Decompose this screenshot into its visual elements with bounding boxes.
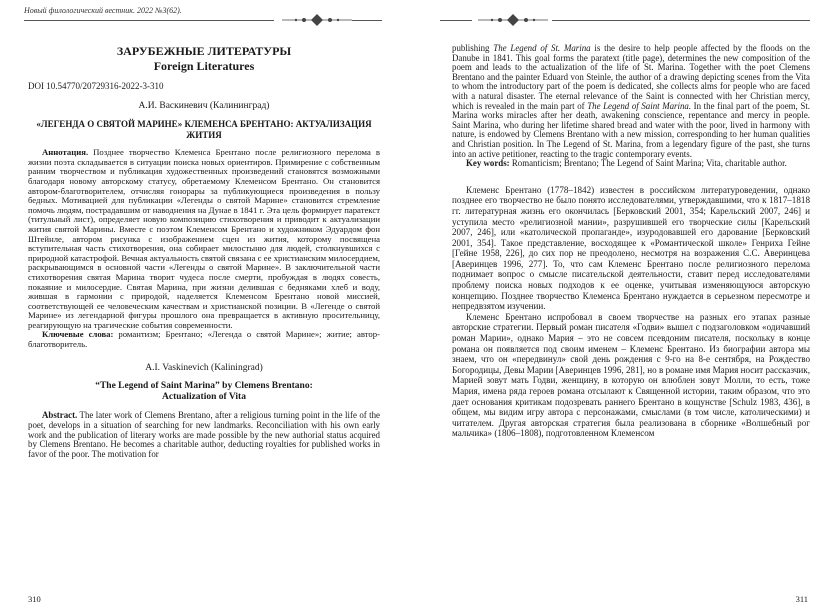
article-title-en-line1: “The Legend of Saint Marina” by Clemens Brentano: bbox=[95, 381, 313, 392]
abstract-ru bbox=[28, 148, 380, 330]
abstract-cont-part3: In the final part of the poem, St. Marina works miracles after her death, awakening conscience, repentance and mercy in people. Saint Marina, who during her lifetime shared bread and water with the poor, lived in harmony with nature, is endowed by Clemens Brentano with a new mission, corresponding to her human qualities and Christian position. In The Legend of St. Marina, from a legendary figure of the past, she turns into an active petitioner, reacting to the tragic contemporary events. bbox=[452, 100, 811, 159]
ornament-icon bbox=[282, 13, 352, 27]
section-title-en: Foreign Literatures bbox=[153, 59, 255, 73]
keywords-text-ru: романтизм; Брентано; «Легенда о святой Марине»; житие; автор-благотворитель. bbox=[28, 329, 380, 350]
ornament-icon bbox=[478, 13, 548, 27]
article-title-en bbox=[28, 381, 380, 403]
page-number-right: 311 bbox=[795, 594, 808, 604]
page-number-left: 310 bbox=[28, 594, 41, 604]
right-column bbox=[452, 44, 810, 439]
right-page bbox=[410, 0, 820, 609]
abstract-cont-italic2: The Legend of Saint Marina. bbox=[587, 100, 692, 111]
abstract-text-en: The later work of Clemens Brentano, after a religious turning point in the life of the poet, develops in a situation of searching for new landmarks. Reconciliation with his own early work and the publication of literary works are made possible by the new authorial status acquired by Clemens Brentano. He becomes a charitable author, deducting royalties for published works in favor of the poor. The motivation for bbox=[28, 410, 380, 460]
abstract-label-ru: Аннотация. bbox=[42, 147, 89, 158]
author-en: A.I. Vaskinevich (Kaliningrad) bbox=[145, 362, 263, 373]
abstract-en bbox=[28, 411, 380, 460]
body-paragraph-1: Клеменс Брентано (1778–1842) известен в российском литературоведении, однако позднее его творчество не было понято исследователями, утверждавшими, что к 1817–1818 гг. литературная жизнь его окончилась [Берковский 2001, 354; Карельский 2007, 246] и уступила место «религиозной мании», разрушившей его творческие силы [Карельский 2007, 246], или «католической пропаганде», изуродовавшей его дарование [Берковский 2001, 354]. Такое представление, восходящее к «Романтической школе» Генриха Гейне [Гейне 1958, 226], до сих пор не преодолено, несмотря на возражения С.С. Аверинцева [Аверинцев 1996, 277]. То, что сам Клеменс Брентано после религиозного перелома поднимает вопрос о смысле писательской деятельности, ставит перед исследователями проблему поиска новых подходов к ее оценке, учитывая изменяющуюся авторскую концепцию. Позднее творчество Клеменса Брентано нуждается в серьезном пересмотре и непредвзятом изучении. bbox=[452, 184, 810, 312]
keywords-text-en: Romanticism; Brentano; The Legend of Saint Marina; Vita, charitable author. bbox=[509, 158, 787, 169]
abstract-cont-part2: is the desire to help people affected by the floods on the Danube in 1841. This goal forms the paratext (title page), determines the new composition of the poem and leads to the actualization of the life of St. Marina. Together with the poet Clemens Brentano and the painter Eduard von Steinle, the author of a drawing depicting scenes from the Vita to whom the introductory part of the poem is dedicated, she collects alms for people who are faced with a natural disaster. The eternal relevance of the Saint is connected with her Christian mercy, which is revealed in the main part of bbox=[452, 43, 810, 111]
header-rule-right-start bbox=[440, 20, 472, 21]
article-title-en-line2: Actualization of Vita bbox=[162, 392, 246, 403]
header-rule-right bbox=[552, 20, 810, 21]
keywords-ru bbox=[28, 330, 380, 349]
keywords-label-ru: Ключевые слова: bbox=[42, 329, 114, 340]
header-rule-left bbox=[24, 20, 274, 21]
body-paragraph-2: Клеменс Брентано испробовал в своем творчестве на разных его этапах разные авторские стратегии. Первый роман писателя «Годви» вышел с подзаголовком «одичавший роман Марии», однако Мария – это не совсем псевдоним писателя, поскольку в конце романа он появляется под своим именем – Клеменс Брентано. Из биографии автора мы знаем, что он «передвинул» свой день рождения с 9-го на 8-е сентября, на Рождество Богородицы, Девы Марии [Аверинцев 1996, 281], но в романе имя Мария носит рассказчик, Марией зовут мать Годви, женщину, в которую он влюблен зовут Молли, то есть, тоже Мария, имена ряда героев романа отсылают к Священной истории, таким образом, что это дает основания критикам подозревать раннего Брентано в кощунстве [Schulz 1983, 436], в общем, мы видим игру автора с персонажами, смыслами (в том числе, католическими) и читателем. Другая авторская стратегия была реализована в сборнике «Волшебный рог мальчика» (1806–1808), подготовленном Клеменсом bbox=[452, 311, 810, 439]
abstract-en-continued bbox=[452, 44, 810, 159]
keywords-label-en: Key words: bbox=[466, 158, 510, 169]
left-column bbox=[28, 44, 380, 460]
abstract-label-en: Abstract. bbox=[42, 410, 78, 421]
header-rule-left-end bbox=[352, 20, 382, 21]
doi: DOI 10.54770/20729316-2022-3-310 bbox=[28, 81, 164, 91]
abstract-text-ru: Позднее творчество Клеменса Брентано после религиозного перелома в жизни поэта складывается в ситуации поиска новых ориентиров. Примирение с собственным ранним творчеством и публикация художественных произведений становятся возможными благодаря новому авторскому статусу, обретаемому Клеменсом Брентано. Он становится автором-благотворителем, отчисляя гонорары за публикующиеся произведения в пользу бедных. Мотивацией для публикации «Легенды о святой Марине» становится стремление помочь людям, пострадавшим от наводнения на Дунае в 1841 г. Эта цель формирует паратекст (титульный лист), определяет новую композицию стихотворения и приводит к актуализации жития святой Марины. Вместе с поэтом Клеменсом Брентано и художником Эдуардом фон Штейнле, автором рисунка с изображением сцен из жития, которому посвящена вступительная часть стихотворения, она собирает милостыню для людей, столкнувшихся с природной катастрофой. Вечная актуальность святой связана с ее христианским милосердием, раскрывающимся в основной части «Легенды о святой Марине». В заключительной части стихотворения святая Марина творит чудеса после смерти, пробуждая в людях совесть, покаяние и милосердие. Святая Марина, при жизни делившая с бедняками хлеб и воду, жившая в гармонии с природой, наделяется Клеменсом Брентано новой миссией, соответствующей ее человеческим качествам и христианской позиции. В «Легенде о святой Марине» из легендарной фигуры прошлого она превращается в активную просительницу, реагирующую на трагические события современности. bbox=[28, 147, 380, 330]
abstract-cont-italic1: The Legend of St. Marina bbox=[493, 43, 591, 53]
keywords-en bbox=[452, 159, 810, 169]
article-title-ru: «ЛЕГЕНДА О СВЯТОЙ МАРИНЕ» КЛЕМЕНСА БРЕНТАНО: АКТУАЛИЗАЦИЯ ЖИТИЯ bbox=[36, 119, 372, 140]
journal-header: Новый филологический вестник. 2022 №3(62). bbox=[24, 6, 182, 15]
abstract-cont-part1: publishing bbox=[452, 43, 494, 53]
section-title-ru: ЗАРУБЕЖНЫЕ ЛИТЕРАТУРЫ bbox=[116, 44, 292, 58]
author-ru: А.И. Васкиневич (Калининград) bbox=[138, 100, 270, 111]
